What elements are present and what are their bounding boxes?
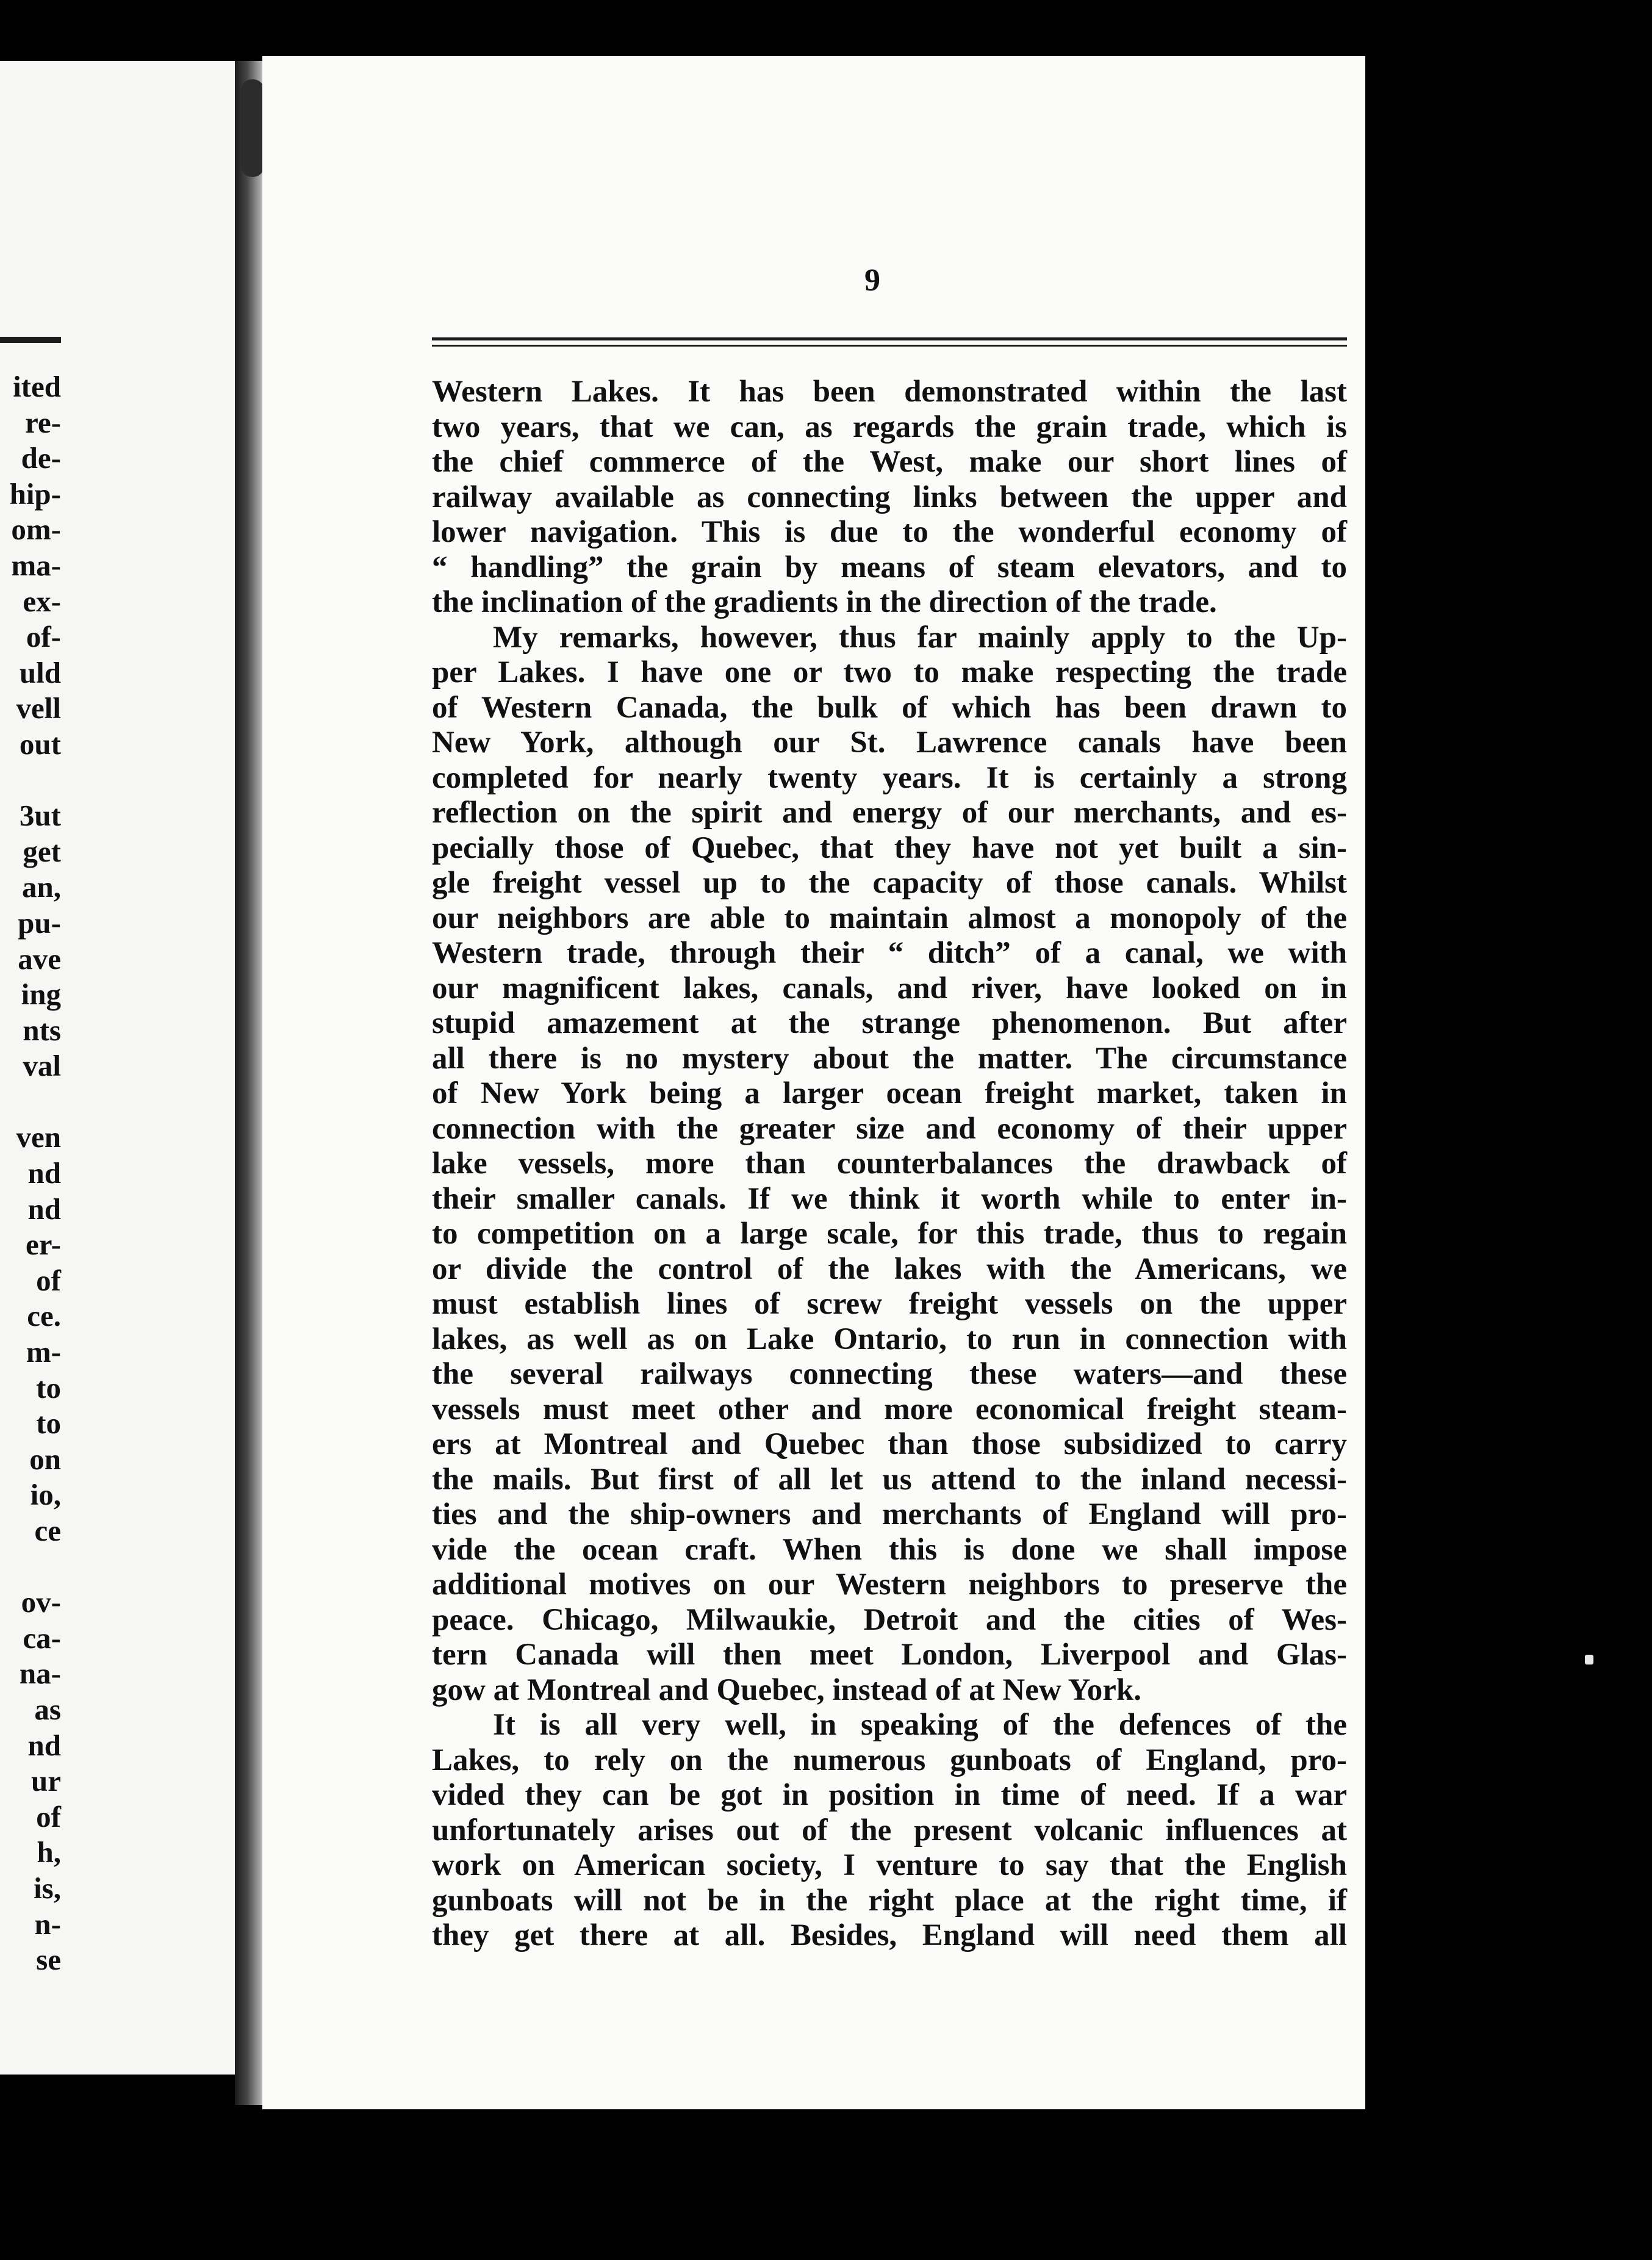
left-page-fragment: na- xyxy=(19,1657,61,1691)
left-page-fragment: n- xyxy=(34,1907,61,1941)
left-page-fragment: nts xyxy=(23,1013,61,1047)
left-page-fragment: io, xyxy=(30,1478,61,1512)
text-line: two years, that we can, as regards the grain trade, which is xyxy=(432,409,1347,444)
left-page-fragment: ing xyxy=(21,977,61,1012)
text-line: lake vessels, more than counterbalances the drawback of xyxy=(432,1146,1347,1181)
left-page-fragment: nd xyxy=(27,1156,61,1190)
text-line: vided they can be got in position in time of need. If a war xyxy=(432,1778,1347,1812)
text-line: per Lakes. I have one or two to make respecting the trade xyxy=(432,655,1347,689)
text-line: “ handling” the grain by means of steam elevators, and to xyxy=(432,550,1347,585)
left-page-fragment: ov- xyxy=(21,1585,61,1619)
text-line: lakes, as well as on Lake Ontario, to run in connection with xyxy=(432,1322,1347,1356)
left-page-fragment: ma- xyxy=(11,548,61,582)
text-line: they get there at all. Besides, England will need them all xyxy=(432,1918,1347,1952)
text-line: Western Lakes. It has been demonstrated within the last xyxy=(432,375,1347,409)
text-line: completed for nearly twenty years. It is certainly a strong xyxy=(432,760,1347,795)
left-page-fragment: of xyxy=(36,1799,61,1834)
text-line: railway available as connecting links between the upper and xyxy=(432,480,1347,514)
left-page-fragment: get xyxy=(23,834,61,868)
text-line: gle freight vessel up to the capacity of those canals. Whilst xyxy=(432,866,1347,900)
left-page-fragment: hip- xyxy=(9,477,61,511)
left-page-rule xyxy=(0,337,61,343)
text-line: Western trade, through their “ ditch” of a canal, we with xyxy=(432,936,1347,970)
text-line: pecially those of Quebec, that they have not yet built a sin- xyxy=(432,830,1347,865)
text-line: vessels must meet other and more economical freight steam- xyxy=(432,1392,1347,1427)
left-page-fragment: ited xyxy=(13,370,61,403)
text-line: all there is no mystery about the matter. The circumstance xyxy=(432,1041,1347,1076)
text-line: of Western Canada, the bulk of which has been drawn to xyxy=(432,690,1347,725)
page-number: 9 xyxy=(864,263,880,298)
left-page-fragment: ven xyxy=(16,1120,61,1154)
left-page-fragment: om- xyxy=(11,513,61,547)
text-line: our magnificent lakes, canals, and river, have looked on in xyxy=(432,971,1347,1006)
left-page-fragment: as xyxy=(34,1692,61,1726)
left-page-text-fragments xyxy=(0,369,61,1978)
text-line: gow at Montreal and Quebec, instead of at New York. xyxy=(432,1672,1142,1707)
text-line: the several railways connecting these waters—and these xyxy=(432,1357,1347,1391)
left-page-fragment: er- xyxy=(26,1228,61,1262)
book-gutter xyxy=(235,61,265,2105)
left-page-fragment: h, xyxy=(37,1835,61,1870)
text-line: New York, although our St. Lawrence canals have been xyxy=(432,725,1347,760)
text-line: stupid amazement at the strange phenomenon. But after xyxy=(432,1006,1347,1040)
fragment-gap xyxy=(0,1549,61,1585)
paragraph-start: My remarks, however, thus far mainly apply to the Up- xyxy=(493,620,1347,655)
text-line: the mails. But first of all let us attend to the inland necessi- xyxy=(432,1462,1347,1497)
left-page-fragment: m- xyxy=(26,1335,61,1369)
text-line: peace. Chicago, Milwaukie, Detroit and the cities of Wes- xyxy=(432,1602,1347,1637)
text-line: connection with the greater size and economy of their upper xyxy=(432,1111,1347,1146)
text-line: our neighbors are able to maintain almost a monopoly of the xyxy=(432,901,1347,935)
text-line: the chief commerce of the West, make our short lines of xyxy=(432,445,1347,479)
left-page-fragment: uld xyxy=(19,655,61,689)
left-page-fragment: ur xyxy=(31,1764,61,1798)
text-line: to competition on a large scale, for this trade, thus to regain xyxy=(432,1217,1347,1251)
text-line: the inclination of the gradients in the direction of the trade. xyxy=(432,585,1217,619)
left-page-fragment: ce xyxy=(34,1514,61,1547)
left-page-fragment: val xyxy=(23,1049,61,1083)
text-line: unfortunately arises out of the present volcanic influences at xyxy=(432,1813,1347,1848)
text-line: their smaller canals. If we think it worth while to enter in- xyxy=(432,1181,1347,1216)
left-page-fragment: vell xyxy=(16,691,61,725)
left-page-fragment: is, xyxy=(34,1871,61,1905)
fragment-gap xyxy=(0,1084,61,1120)
left-page-fragment: of- xyxy=(26,620,61,654)
text-line: gunboats will not be in the right place at the right time, if xyxy=(432,1883,1347,1918)
fragment-gap xyxy=(0,763,61,799)
left-page-fragment: to xyxy=(36,1406,61,1441)
left-page-fragment: 3ut xyxy=(19,799,61,833)
left-page-fragment: of xyxy=(36,1263,61,1297)
text-line: Lakes, to rely on the numerous gunboats of England, pro- xyxy=(432,1743,1347,1777)
left-page-fragment: pu- xyxy=(18,905,61,940)
left-page-fragment: nd xyxy=(27,1192,61,1226)
text-line: of New York being a larger ocean freight market, taken in xyxy=(432,1076,1347,1110)
left-page-fragment: on xyxy=(29,1442,61,1476)
left-page-fragment: to xyxy=(36,1370,61,1405)
text-line: or divide the control of the lakes with the Americans, we xyxy=(432,1251,1347,1286)
left-page-fragment: ex- xyxy=(23,584,61,618)
left-page-fragment: nd xyxy=(27,1728,61,1762)
header-rule xyxy=(432,337,1347,347)
left-page-fragment: de- xyxy=(21,441,61,475)
scan-speck xyxy=(1585,1655,1593,1664)
left-page-fragment: out xyxy=(19,727,61,761)
left-page-fragment: ca- xyxy=(23,1621,61,1655)
text-line: must establish lines of screw freight vessels on the upper xyxy=(432,1287,1347,1321)
text-line: vide the ocean craft. When this is done we shall impose xyxy=(432,1532,1347,1567)
binding-mark xyxy=(241,79,264,177)
left-page-fragment: an, xyxy=(21,870,61,904)
left-page-fragment: se xyxy=(36,1943,61,1977)
left-page-fragment: ce. xyxy=(27,1299,61,1333)
left-page-fragment: re- xyxy=(25,405,61,439)
text-line: lower navigation. This is due to the wonderful economy of xyxy=(432,515,1347,549)
text-line: ties and the ship-owners and merchants of England will pro- xyxy=(432,1497,1347,1531)
text-line: work on American society, I venture to say that the English xyxy=(432,1848,1347,1882)
left-page-fragment: ave xyxy=(18,941,61,976)
text-line: tern Canada will then meet London, Liverpool and Glas- xyxy=(432,1638,1347,1672)
text-line: additional motives on our Western neighbors to preserve the xyxy=(432,1567,1347,1602)
text-line: ers at Montreal and Quebec than those subsidized to carry xyxy=(432,1427,1347,1461)
text-line: reflection on the spirit and energy of our merchants, and es- xyxy=(432,796,1347,830)
paragraph-start: It is all very well, in speaking of the defences of the xyxy=(493,1708,1347,1742)
body-text xyxy=(432,375,1347,1954)
